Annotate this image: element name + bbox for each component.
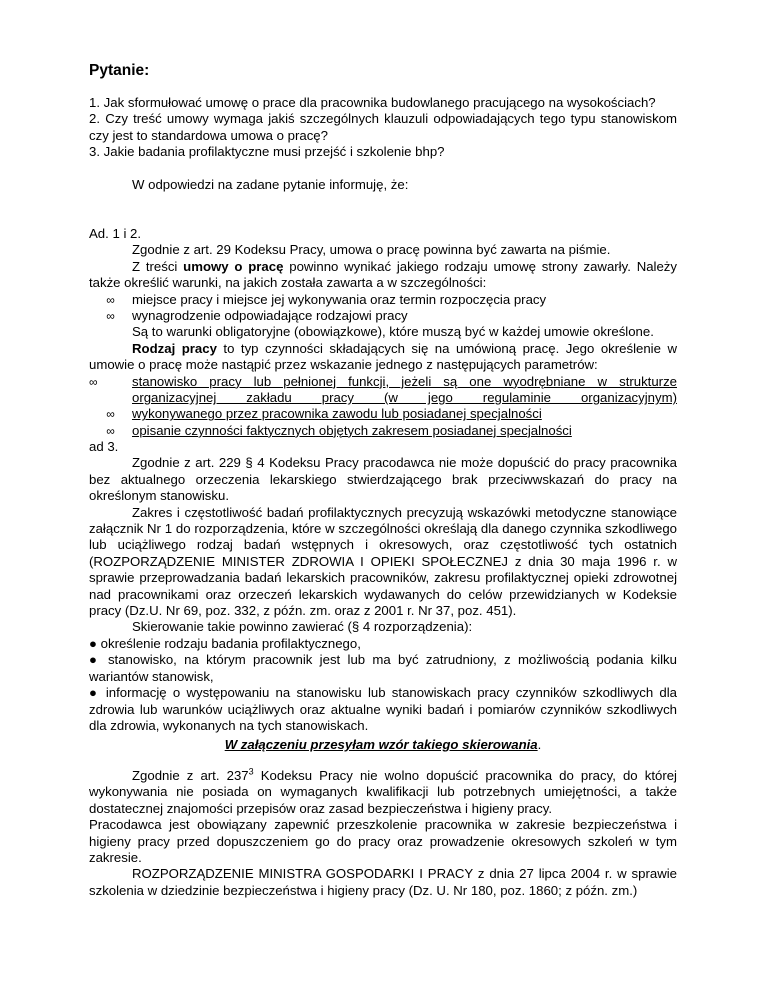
paragraph: Pracodawca jest obowiązany zapewnić przeszkolenie pracownika w zakresie bezpieczeństwa i higieny pracy przed dopuszczeniem go do pracy oraz prowadzenie okresowych szkoleń w tym zakresie. — [89, 817, 677, 866]
paragraph: Skierowanie takie powinno zawierać (§ 4 rozporządzenia): — [132, 619, 473, 635]
list-item: ∞ miejsce pracy i miejsce jej wykonywania oraz termin rozpoczęcia pracy — [89, 292, 677, 308]
bullet-list — [89, 292, 677, 325]
paragraph: Zgodnie z art. 29 Kodeksu Pracy, umowa o pracę powinna być zawarta na piśmie. — [132, 242, 611, 258]
question-2: 2. Czy treść umowy wymaga jakiś szczególnych klauzuli odpowiadających tego typu stanowiskom czy jest to standardowa umowa o pracę? — [89, 111, 677, 143]
dot-item: ● określenie rodzaju badania profilaktycznego, — [89, 635, 361, 651]
section-ad-1-2 — [89, 226, 677, 439]
dot-item: ● stanowisko, na którym pracownik jest lub ma być zatrudniony, z możliwością podania kilku wariantów stanowisk, — [89, 652, 677, 684]
section-ad-3 — [89, 439, 677, 734]
section-heading: Ad. 1 i 2. — [89, 226, 142, 241]
paragraph: Są to warunki obligatoryjne (obowiązkowe), które muszą być w każdej umowie określone. — [132, 324, 654, 340]
paragraph: Zakres i częstotliwość badań profilaktycznych precyzują wskazówki metodyczne stanowiące załącznik Nr 1 do rozporządzenia, które w szczególności określają dla danego czynnika szkodliwego lub uciążliwego rodzaj badań wstępnych i okresowych, oraz częstotliwość tych ostatnich (ROZPORZĄDZENIE MINISTER ZDROWIA I OPIEKI SPOŁECZNEJ z dnia 30 maja 1996 r. w sprawie przeprowadzania badań lekarskich pracowników, zakresu profilaktycznej opieki zdrowotnej nad pracownikami oraz orzeczeń lekarskich wydawanych do celów przewidzianych w Kodeksie pracy (Dz.U. Nr 69, poz. 332, z późn. zm. oraz z 2001 r. Nr 37, poz. 451). — [89, 504, 677, 619]
paragraph: Zgodnie z art. $237^3$ Kodeksu Pracy nie wolno dopuścić pracownika do pracy, do której wykonywania nie posiada on wymaganych kwalifikacji lub potrzebnych umiejętności, a także dostatecznej znajomości przepisów oraz zasad bezpieczeństwa i higieny pracy. — [89, 766, 677, 816]
paragraph: Z treści umowy o pracę powinno wynikać jakiego rodzaju umowę strony zawarły. Należy także określić warunki, na jakich została zawarta a w szczególności: — [89, 258, 677, 291]
bullet-list — [89, 374, 677, 440]
bullet-dot-icon: ● — [89, 685, 100, 701]
intro-text: W odpowiedzi na zadane pytanie informuję, że: — [132, 177, 409, 192]
section-heading: ad 3. — [89, 439, 119, 454]
dot-item: ● informację o występowaniu na stanowisku lub stanowiskach pracy czynników szkodliwych dla zdrowia lub warunków uciążliwych oraz aktualne wyniki badań i pomiarów czynników szkodliwych dla zdrowia, wykonanych na tych stanowiskach. — [89, 685, 677, 733]
infinity-bullet-icon: ∞ — [89, 374, 98, 389]
paragraph: ROZPORZĄDZENIE MINISTRA GOSPODARKI I PRACY z dnia 27 lipca 2004 r. w sprawie szkolenia w dziedzinie bezpieczeństwa i higieny pracy (Dz. U. Nr 180, poz. 1860; z późn. zm.) — [89, 866, 677, 898]
paragraph: Rodzaj pracy to typ czynności składających się na umówioną pracę. Jego określenie w umowie o pracę może nastąpić przez wskazanie jednego z następujących parametrów: — [89, 340, 677, 373]
section-bhp — [89, 768, 677, 899]
list-item: ∞ wykonywanego przez pracownika zawodu lub posiadanej specjalności — [89, 406, 677, 422]
list-item: ∞ opisanie czynności faktycznych objętych zakresem posiadanej specjalności — [89, 423, 677, 439]
questions-block — [89, 95, 677, 161]
question-1: 1. Jak sformułować umowę o prace dla pracownika budowlanego pracującego na wysokościach? — [89, 95, 656, 110]
bullet-dot-icon: ● — [89, 652, 101, 668]
bullet-dot-icon: ● — [89, 635, 97, 651]
list-item: ∞ wynagrodzenie odpowiadające rodzajowi pracy — [89, 308, 677, 324]
paragraph: Zgodnie z art. 229 § 4 Kodeksu Pracy pracodawca nie może dopuścić do pracy pracownika bez aktualnego orzeczenia lekarskiego stwierdzającego brak przeciwwskazań do pracy na określonym stanowisku. — [89, 455, 677, 504]
infinity-bullet-icon: ∞ — [106, 292, 115, 307]
infinity-bullet-icon: ∞ — [106, 309, 115, 324]
infinity-bullet-icon: ∞ — [106, 423, 115, 438]
question-3: 3. Jakie badania profilaktyczne musi przejść i szkolenie bhp? — [89, 144, 445, 160]
attachment-note: W załączeniu przesyłam wzór takiego skierowania. — [224, 737, 542, 752]
infinity-bullet-icon: ∞ — [106, 407, 115, 422]
list-item: ∞ stanowisko pracy lub pełnionej funkcji, jeżeli są one wyodrębniane w strukturze organizacyjnej zakładu pracy (w jego regulaminie organizacyjnym) — [89, 373, 677, 406]
page-title: Pytanie: — [89, 62, 150, 79]
